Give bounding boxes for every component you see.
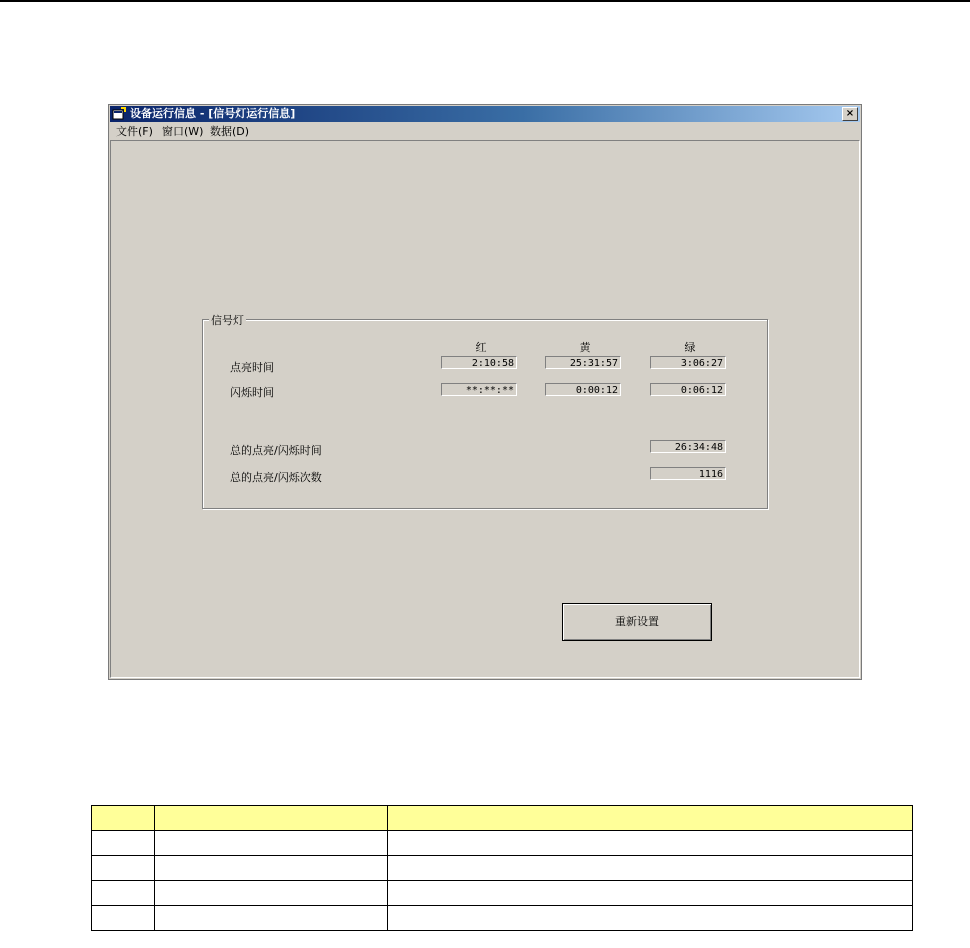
table-cell [388,856,913,881]
title-bar[interactable] [110,106,860,122]
row-label-total-time: 总的点亮/闪烁时间 [230,444,322,457]
doc-table [91,805,913,931]
device-info-window [108,104,862,680]
field-total-time: 26:34:48 [650,440,726,453]
table-cell [92,881,155,906]
table-cell [388,906,913,931]
table-cell [155,881,388,906]
table-header-cell [388,806,913,831]
table-row [92,906,913,931]
table-header-row [92,806,913,831]
menu-file[interactable]: 文件(F) [116,125,153,138]
menu-window[interactable]: 窗口(W) [162,125,204,138]
row-label-flash-time: 闪烁时间 [230,386,274,399]
client-area [110,140,860,678]
table-cell [92,856,155,881]
field-flash-red: **:**:** [441,383,517,396]
reset-button[interactable]: 重新设置 [562,603,712,641]
field-on-yellow: 25:31:57 [545,356,621,369]
window-title: 设备运行信息 - [信号灯运行信息] [130,107,296,120]
table-row [92,831,913,856]
signal-light-group [202,314,768,509]
table-cell [155,856,388,881]
field-on-red: 2:10:58 [441,356,517,369]
table-cell [92,906,155,931]
table-cell [388,831,913,856]
table-row [92,856,913,881]
field-total-count: 1116 [650,467,726,480]
app-icon [112,107,126,120]
table-cell [155,906,388,931]
field-flash-yellow: 0:00:12 [545,383,621,396]
col-head-yellow: 黄 [579,341,591,354]
field-flash-green: 0:06:12 [650,383,726,396]
field-on-green: 3:06:27 [650,356,726,369]
menu-bar [110,123,860,140]
table-row [92,881,913,906]
table-header-cell [155,806,388,831]
close-button[interactable]: × [842,107,858,121]
table-cell [155,831,388,856]
table-cell [92,831,155,856]
table-header-cell [92,806,155,831]
top-rule [0,0,970,2]
group-legend: 信号灯 [211,314,244,327]
menu-data[interactable]: 数据(D) [210,125,250,138]
col-head-green: 绿 [684,341,696,354]
row-label-total-count: 总的点亮/闪烁次数 [230,471,322,484]
table-cell [388,881,913,906]
row-label-on-time: 点亮时间 [230,361,274,374]
col-head-red: 红 [475,341,487,354]
